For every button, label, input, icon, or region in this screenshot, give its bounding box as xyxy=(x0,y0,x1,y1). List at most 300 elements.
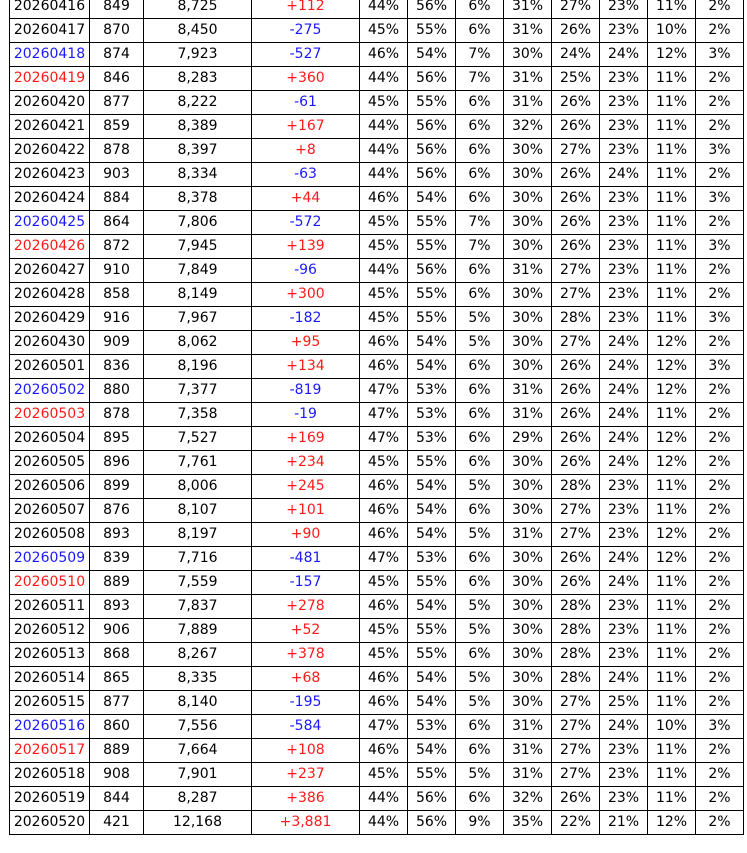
pct-cell-1: 44% xyxy=(360,115,408,139)
pct-cell-8: 2% xyxy=(696,451,744,475)
pct-cell-5: 28% xyxy=(552,307,600,331)
pct-cell-7: 11% xyxy=(648,0,696,19)
count-cell: 870 xyxy=(90,19,144,43)
table-row xyxy=(10,259,744,283)
pct-cell-8: 3% xyxy=(696,715,744,739)
pct-cell-5: 27% xyxy=(552,259,600,283)
pct-cell-6: 23% xyxy=(600,787,648,811)
pct-cell-8: 2% xyxy=(696,0,744,19)
change-cell: +139 xyxy=(252,235,360,259)
value-cell: 7,761 xyxy=(144,451,252,475)
pct-cell-6: 23% xyxy=(600,283,648,307)
change-cell: -481 xyxy=(252,547,360,571)
value-cell: 7,967 xyxy=(144,307,252,331)
pct-cell-3: 6% xyxy=(456,451,504,475)
pct-cell-4: 30% xyxy=(504,547,552,571)
count-cell: 878 xyxy=(90,139,144,163)
pct-cell-8: 3% xyxy=(696,187,744,211)
pct-cell-1: 47% xyxy=(360,403,408,427)
pct-cell-7: 11% xyxy=(648,571,696,595)
pct-cell-2: 55% xyxy=(408,643,456,667)
change-cell: -195 xyxy=(252,691,360,715)
date-cell: 20260510 xyxy=(10,571,90,595)
value-cell: 7,806 xyxy=(144,211,252,235)
pct-cell-6: 23% xyxy=(600,475,648,499)
pct-cell-1: 44% xyxy=(360,259,408,283)
value-cell: 8,335 xyxy=(144,667,252,691)
pct-cell-6: 23% xyxy=(600,67,648,91)
pct-cell-5: 26% xyxy=(552,235,600,259)
pct-cell-8: 2% xyxy=(696,379,744,403)
date-cell: 20260505 xyxy=(10,451,90,475)
pct-cell-1: 46% xyxy=(360,523,408,547)
count-cell: 893 xyxy=(90,595,144,619)
table-row xyxy=(10,691,744,715)
pct-cell-4: 30% xyxy=(504,283,552,307)
table-row xyxy=(10,211,744,235)
change-cell: +169 xyxy=(252,427,360,451)
value-cell: 8,107 xyxy=(144,499,252,523)
pct-cell-4: 30% xyxy=(504,331,552,355)
pct-cell-5: 28% xyxy=(552,667,600,691)
pct-cell-6: 24% xyxy=(600,355,648,379)
pct-cell-3: 5% xyxy=(456,595,504,619)
pct-cell-5: 24% xyxy=(552,43,600,67)
value-cell: 8,149 xyxy=(144,283,252,307)
count-cell: 889 xyxy=(90,571,144,595)
count-cell: 896 xyxy=(90,451,144,475)
pct-cell-2: 54% xyxy=(408,739,456,763)
value-cell: 7,377 xyxy=(144,379,252,403)
pct-cell-1: 44% xyxy=(360,67,408,91)
value-cell: 7,716 xyxy=(144,547,252,571)
pct-cell-6: 23% xyxy=(600,211,648,235)
pct-cell-8: 2% xyxy=(696,523,744,547)
pct-cell-5: 27% xyxy=(552,715,600,739)
pct-cell-4: 30% xyxy=(504,619,552,643)
pct-cell-3: 6% xyxy=(456,739,504,763)
pct-cell-1: 44% xyxy=(360,811,408,835)
pct-cell-1: 46% xyxy=(360,331,408,355)
date-cell: 20260423 xyxy=(10,163,90,187)
pct-cell-4: 31% xyxy=(504,715,552,739)
pct-cell-7: 12% xyxy=(648,43,696,67)
pct-cell-4: 35% xyxy=(504,811,552,835)
pct-cell-7: 11% xyxy=(648,67,696,91)
date-cell: 20260428 xyxy=(10,283,90,307)
table-row xyxy=(10,91,744,115)
pct-cell-6: 23% xyxy=(600,235,648,259)
pct-cell-4: 30% xyxy=(504,235,552,259)
pct-cell-6: 23% xyxy=(600,139,648,163)
pct-cell-1: 45% xyxy=(360,763,408,787)
pct-cell-2: 53% xyxy=(408,715,456,739)
table-row xyxy=(10,331,744,355)
pct-cell-5: 26% xyxy=(552,403,600,427)
pct-cell-6: 24% xyxy=(600,547,648,571)
pct-cell-8: 3% xyxy=(696,139,744,163)
pct-cell-8: 2% xyxy=(696,67,744,91)
value-cell: 8,267 xyxy=(144,643,252,667)
value-cell: 8,334 xyxy=(144,163,252,187)
pct-cell-1: 46% xyxy=(360,595,408,619)
date-cell: 20260508 xyxy=(10,523,90,547)
change-cell: -275 xyxy=(252,19,360,43)
pct-cell-7: 11% xyxy=(648,499,696,523)
pct-cell-1: 45% xyxy=(360,619,408,643)
count-cell: 860 xyxy=(90,715,144,739)
pct-cell-1: 47% xyxy=(360,427,408,451)
pct-cell-4: 31% xyxy=(504,19,552,43)
pct-cell-2: 55% xyxy=(408,763,456,787)
count-cell: 874 xyxy=(90,43,144,67)
value-cell: 7,556 xyxy=(144,715,252,739)
pct-cell-4: 30% xyxy=(504,307,552,331)
pct-cell-1: 47% xyxy=(360,715,408,739)
count-cell: 889 xyxy=(90,739,144,763)
pct-cell-4: 30% xyxy=(504,475,552,499)
pct-cell-8: 2% xyxy=(696,619,744,643)
pct-cell-5: 26% xyxy=(552,91,600,115)
pct-cell-2: 56% xyxy=(408,67,456,91)
date-cell: 20260417 xyxy=(10,19,90,43)
pct-cell-3: 6% xyxy=(456,715,504,739)
pct-cell-5: 26% xyxy=(552,571,600,595)
table-row xyxy=(10,667,744,691)
count-cell: 910 xyxy=(90,259,144,283)
date-cell: 20260418 xyxy=(10,43,90,67)
change-cell: -96 xyxy=(252,259,360,283)
pct-cell-4: 29% xyxy=(504,427,552,451)
pct-cell-7: 12% xyxy=(648,811,696,835)
table-row xyxy=(10,283,744,307)
pct-cell-5: 26% xyxy=(552,787,600,811)
pct-cell-3: 6% xyxy=(456,115,504,139)
pct-cell-3: 6% xyxy=(456,187,504,211)
pct-cell-3: 7% xyxy=(456,43,504,67)
date-cell: 20260506 xyxy=(10,475,90,499)
pct-cell-2: 55% xyxy=(408,571,456,595)
table-row xyxy=(10,547,744,571)
date-cell: 20260420 xyxy=(10,91,90,115)
pct-cell-1: 44% xyxy=(360,163,408,187)
date-cell: 20260517 xyxy=(10,739,90,763)
count-cell: 836 xyxy=(90,355,144,379)
pct-cell-2: 56% xyxy=(408,787,456,811)
table-row xyxy=(10,187,744,211)
pct-cell-5: 26% xyxy=(552,19,600,43)
value-cell: 7,664 xyxy=(144,739,252,763)
change-cell: -572 xyxy=(252,211,360,235)
count-cell: 903 xyxy=(90,163,144,187)
pct-cell-2: 54% xyxy=(408,595,456,619)
pct-cell-1: 44% xyxy=(360,787,408,811)
pct-cell-1: 46% xyxy=(360,499,408,523)
pct-cell-5: 27% xyxy=(552,139,600,163)
count-cell: 893 xyxy=(90,523,144,547)
change-cell: +360 xyxy=(252,67,360,91)
value-cell: 7,559 xyxy=(144,571,252,595)
pct-cell-1: 45% xyxy=(360,643,408,667)
date-cell: 20260426 xyxy=(10,235,90,259)
change-cell: +101 xyxy=(252,499,360,523)
date-cell: 20260509 xyxy=(10,547,90,571)
count-cell: 908 xyxy=(90,763,144,787)
value-cell: 8,196 xyxy=(144,355,252,379)
pct-cell-2: 56% xyxy=(408,0,456,19)
table-row xyxy=(10,307,744,331)
change-cell: +52 xyxy=(252,619,360,643)
change-cell: +95 xyxy=(252,331,360,355)
pct-cell-6: 24% xyxy=(600,379,648,403)
date-cell: 20260424 xyxy=(10,187,90,211)
pct-cell-4: 31% xyxy=(504,259,552,283)
date-cell: 20260519 xyxy=(10,787,90,811)
date-cell: 20260515 xyxy=(10,691,90,715)
pct-cell-8: 2% xyxy=(696,787,744,811)
count-cell: 880 xyxy=(90,379,144,403)
pct-cell-3: 5% xyxy=(456,619,504,643)
pct-cell-1: 46% xyxy=(360,691,408,715)
pct-cell-3: 6% xyxy=(456,259,504,283)
pct-cell-4: 30% xyxy=(504,187,552,211)
pct-cell-1: 47% xyxy=(360,379,408,403)
pct-cell-6: 23% xyxy=(600,499,648,523)
change-cell: +245 xyxy=(252,475,360,499)
pct-cell-2: 56% xyxy=(408,811,456,835)
date-cell: 20260425 xyxy=(10,211,90,235)
pct-cell-3: 6% xyxy=(456,283,504,307)
date-cell: 20260520 xyxy=(10,811,90,835)
value-cell: 7,837 xyxy=(144,595,252,619)
date-cell: 20260507 xyxy=(10,499,90,523)
table-row xyxy=(10,379,744,403)
pct-cell-8: 2% xyxy=(696,283,744,307)
change-cell: -19 xyxy=(252,403,360,427)
table-row xyxy=(10,43,744,67)
pct-cell-7: 10% xyxy=(648,715,696,739)
table-row xyxy=(10,163,744,187)
pct-cell-3: 5% xyxy=(456,763,504,787)
pct-cell-4: 30% xyxy=(504,667,552,691)
pct-cell-6: 24% xyxy=(600,403,648,427)
pct-cell-7: 11% xyxy=(648,163,696,187)
pct-cell-2: 54% xyxy=(408,691,456,715)
pct-cell-5: 27% xyxy=(552,763,600,787)
pct-cell-8: 2% xyxy=(696,115,744,139)
change-cell: -584 xyxy=(252,715,360,739)
pct-cell-6: 23% xyxy=(600,643,648,667)
pct-cell-1: 46% xyxy=(360,43,408,67)
pct-cell-6: 23% xyxy=(600,619,648,643)
pct-cell-2: 54% xyxy=(408,499,456,523)
pct-cell-5: 22% xyxy=(552,811,600,835)
pct-cell-2: 54% xyxy=(408,475,456,499)
pct-cell-5: 27% xyxy=(552,523,600,547)
table-row xyxy=(10,523,744,547)
pct-cell-8: 2% xyxy=(696,403,744,427)
value-cell: 8,397 xyxy=(144,139,252,163)
pct-cell-5: 26% xyxy=(552,187,600,211)
change-cell: +386 xyxy=(252,787,360,811)
change-cell: +8 xyxy=(252,139,360,163)
pct-cell-4: 30% xyxy=(504,43,552,67)
table-row xyxy=(10,403,744,427)
date-cell: 20260501 xyxy=(10,355,90,379)
pct-cell-6: 24% xyxy=(600,667,648,691)
value-cell: 8,197 xyxy=(144,523,252,547)
pct-cell-4: 31% xyxy=(504,0,552,19)
pct-cell-7: 11% xyxy=(648,619,696,643)
pct-cell-6: 21% xyxy=(600,811,648,835)
pct-cell-4: 31% xyxy=(504,67,552,91)
table-row xyxy=(10,571,744,595)
table-row xyxy=(10,139,744,163)
table-row xyxy=(10,67,744,91)
pct-cell-7: 11% xyxy=(648,139,696,163)
date-cell: 20260513 xyxy=(10,643,90,667)
pct-cell-4: 30% xyxy=(504,211,552,235)
pct-cell-3: 6% xyxy=(456,19,504,43)
pct-cell-2: 55% xyxy=(408,19,456,43)
value-cell: 8,389 xyxy=(144,115,252,139)
count-cell: 876 xyxy=(90,499,144,523)
pct-cell-1: 47% xyxy=(360,547,408,571)
value-cell: 7,358 xyxy=(144,403,252,427)
table-row xyxy=(10,715,744,739)
change-cell: +134 xyxy=(252,355,360,379)
pct-cell-7: 11% xyxy=(648,763,696,787)
pct-cell-1: 44% xyxy=(360,139,408,163)
pct-cell-5: 28% xyxy=(552,643,600,667)
pct-cell-5: 28% xyxy=(552,475,600,499)
pct-cell-7: 11% xyxy=(648,667,696,691)
pct-cell-7: 11% xyxy=(648,115,696,139)
pct-cell-6: 24% xyxy=(600,451,648,475)
pct-cell-1: 45% xyxy=(360,211,408,235)
pct-cell-8: 3% xyxy=(696,235,744,259)
date-cell: 20260516 xyxy=(10,715,90,739)
table-row xyxy=(10,0,744,19)
change-cell: -819 xyxy=(252,379,360,403)
pct-cell-8: 2% xyxy=(696,571,744,595)
pct-cell-2: 54% xyxy=(408,187,456,211)
date-cell: 20260419 xyxy=(10,67,90,91)
pct-cell-3: 6% xyxy=(456,643,504,667)
pct-cell-3: 7% xyxy=(456,67,504,91)
pct-cell-2: 55% xyxy=(408,235,456,259)
count-cell: 884 xyxy=(90,187,144,211)
table-row xyxy=(10,115,744,139)
pct-cell-8: 2% xyxy=(696,667,744,691)
value-cell: 8,222 xyxy=(144,91,252,115)
table-row xyxy=(10,763,744,787)
pct-cell-2: 55% xyxy=(408,211,456,235)
pct-cell-4: 30% xyxy=(504,163,552,187)
value-cell: 8,062 xyxy=(144,331,252,355)
pct-cell-4: 30% xyxy=(504,499,552,523)
pct-cell-6: 23% xyxy=(600,259,648,283)
pct-cell-8: 3% xyxy=(696,355,744,379)
count-cell: 878 xyxy=(90,403,144,427)
pct-cell-1: 46% xyxy=(360,667,408,691)
pct-cell-8: 3% xyxy=(696,43,744,67)
count-cell: 899 xyxy=(90,475,144,499)
pct-cell-1: 46% xyxy=(360,187,408,211)
pct-cell-2: 54% xyxy=(408,331,456,355)
pct-cell-6: 23% xyxy=(600,91,648,115)
pct-cell-6: 23% xyxy=(600,763,648,787)
pct-cell-5: 27% xyxy=(552,739,600,763)
table-row xyxy=(10,19,744,43)
pct-cell-8: 2% xyxy=(696,763,744,787)
pct-cell-2: 54% xyxy=(408,43,456,67)
pct-cell-3: 6% xyxy=(456,427,504,451)
count-cell: 865 xyxy=(90,667,144,691)
pct-cell-7: 11% xyxy=(648,739,696,763)
pct-cell-3: 9% xyxy=(456,811,504,835)
count-cell: 839 xyxy=(90,547,144,571)
value-cell: 7,901 xyxy=(144,763,252,787)
pct-cell-4: 31% xyxy=(504,739,552,763)
pct-cell-5: 26% xyxy=(552,163,600,187)
pct-cell-8: 2% xyxy=(696,19,744,43)
count-cell: 916 xyxy=(90,307,144,331)
pct-cell-4: 30% xyxy=(504,571,552,595)
change-cell: +237 xyxy=(252,763,360,787)
date-cell: 20260518 xyxy=(10,763,90,787)
pct-cell-8: 2% xyxy=(696,739,744,763)
pct-cell-8: 2% xyxy=(696,595,744,619)
pct-cell-6: 23% xyxy=(600,187,648,211)
pct-cell-6: 23% xyxy=(600,739,648,763)
date-cell: 20260421 xyxy=(10,115,90,139)
pct-cell-7: 11% xyxy=(648,475,696,499)
pct-cell-2: 55% xyxy=(408,283,456,307)
value-cell: 7,889 xyxy=(144,619,252,643)
pct-cell-3: 6% xyxy=(456,355,504,379)
pct-cell-2: 53% xyxy=(408,427,456,451)
pct-cell-7: 11% xyxy=(648,643,696,667)
pct-cell-8: 2% xyxy=(696,475,744,499)
pct-cell-5: 25% xyxy=(552,67,600,91)
pct-cell-5: 28% xyxy=(552,619,600,643)
date-cell: 20260422 xyxy=(10,139,90,163)
table-row xyxy=(10,811,744,835)
pct-cell-1: 45% xyxy=(360,283,408,307)
pct-cell-3: 6% xyxy=(456,379,504,403)
count-cell: 844 xyxy=(90,787,144,811)
pct-cell-8: 2% xyxy=(696,259,744,283)
pct-cell-7: 12% xyxy=(648,355,696,379)
count-cell: 859 xyxy=(90,115,144,139)
pct-cell-5: 27% xyxy=(552,331,600,355)
pct-cell-7: 12% xyxy=(648,379,696,403)
count-cell: 868 xyxy=(90,643,144,667)
table-row xyxy=(10,451,744,475)
value-cell: 8,378 xyxy=(144,187,252,211)
pct-cell-2: 54% xyxy=(408,667,456,691)
date-cell: 20260512 xyxy=(10,619,90,643)
pct-cell-2: 53% xyxy=(408,403,456,427)
table-row xyxy=(10,427,744,451)
table-row xyxy=(10,739,744,763)
pct-cell-7: 12% xyxy=(648,523,696,547)
pct-cell-2: 55% xyxy=(408,451,456,475)
pct-cell-3: 5% xyxy=(456,307,504,331)
value-cell: 7,945 xyxy=(144,235,252,259)
pct-cell-5: 26% xyxy=(552,451,600,475)
